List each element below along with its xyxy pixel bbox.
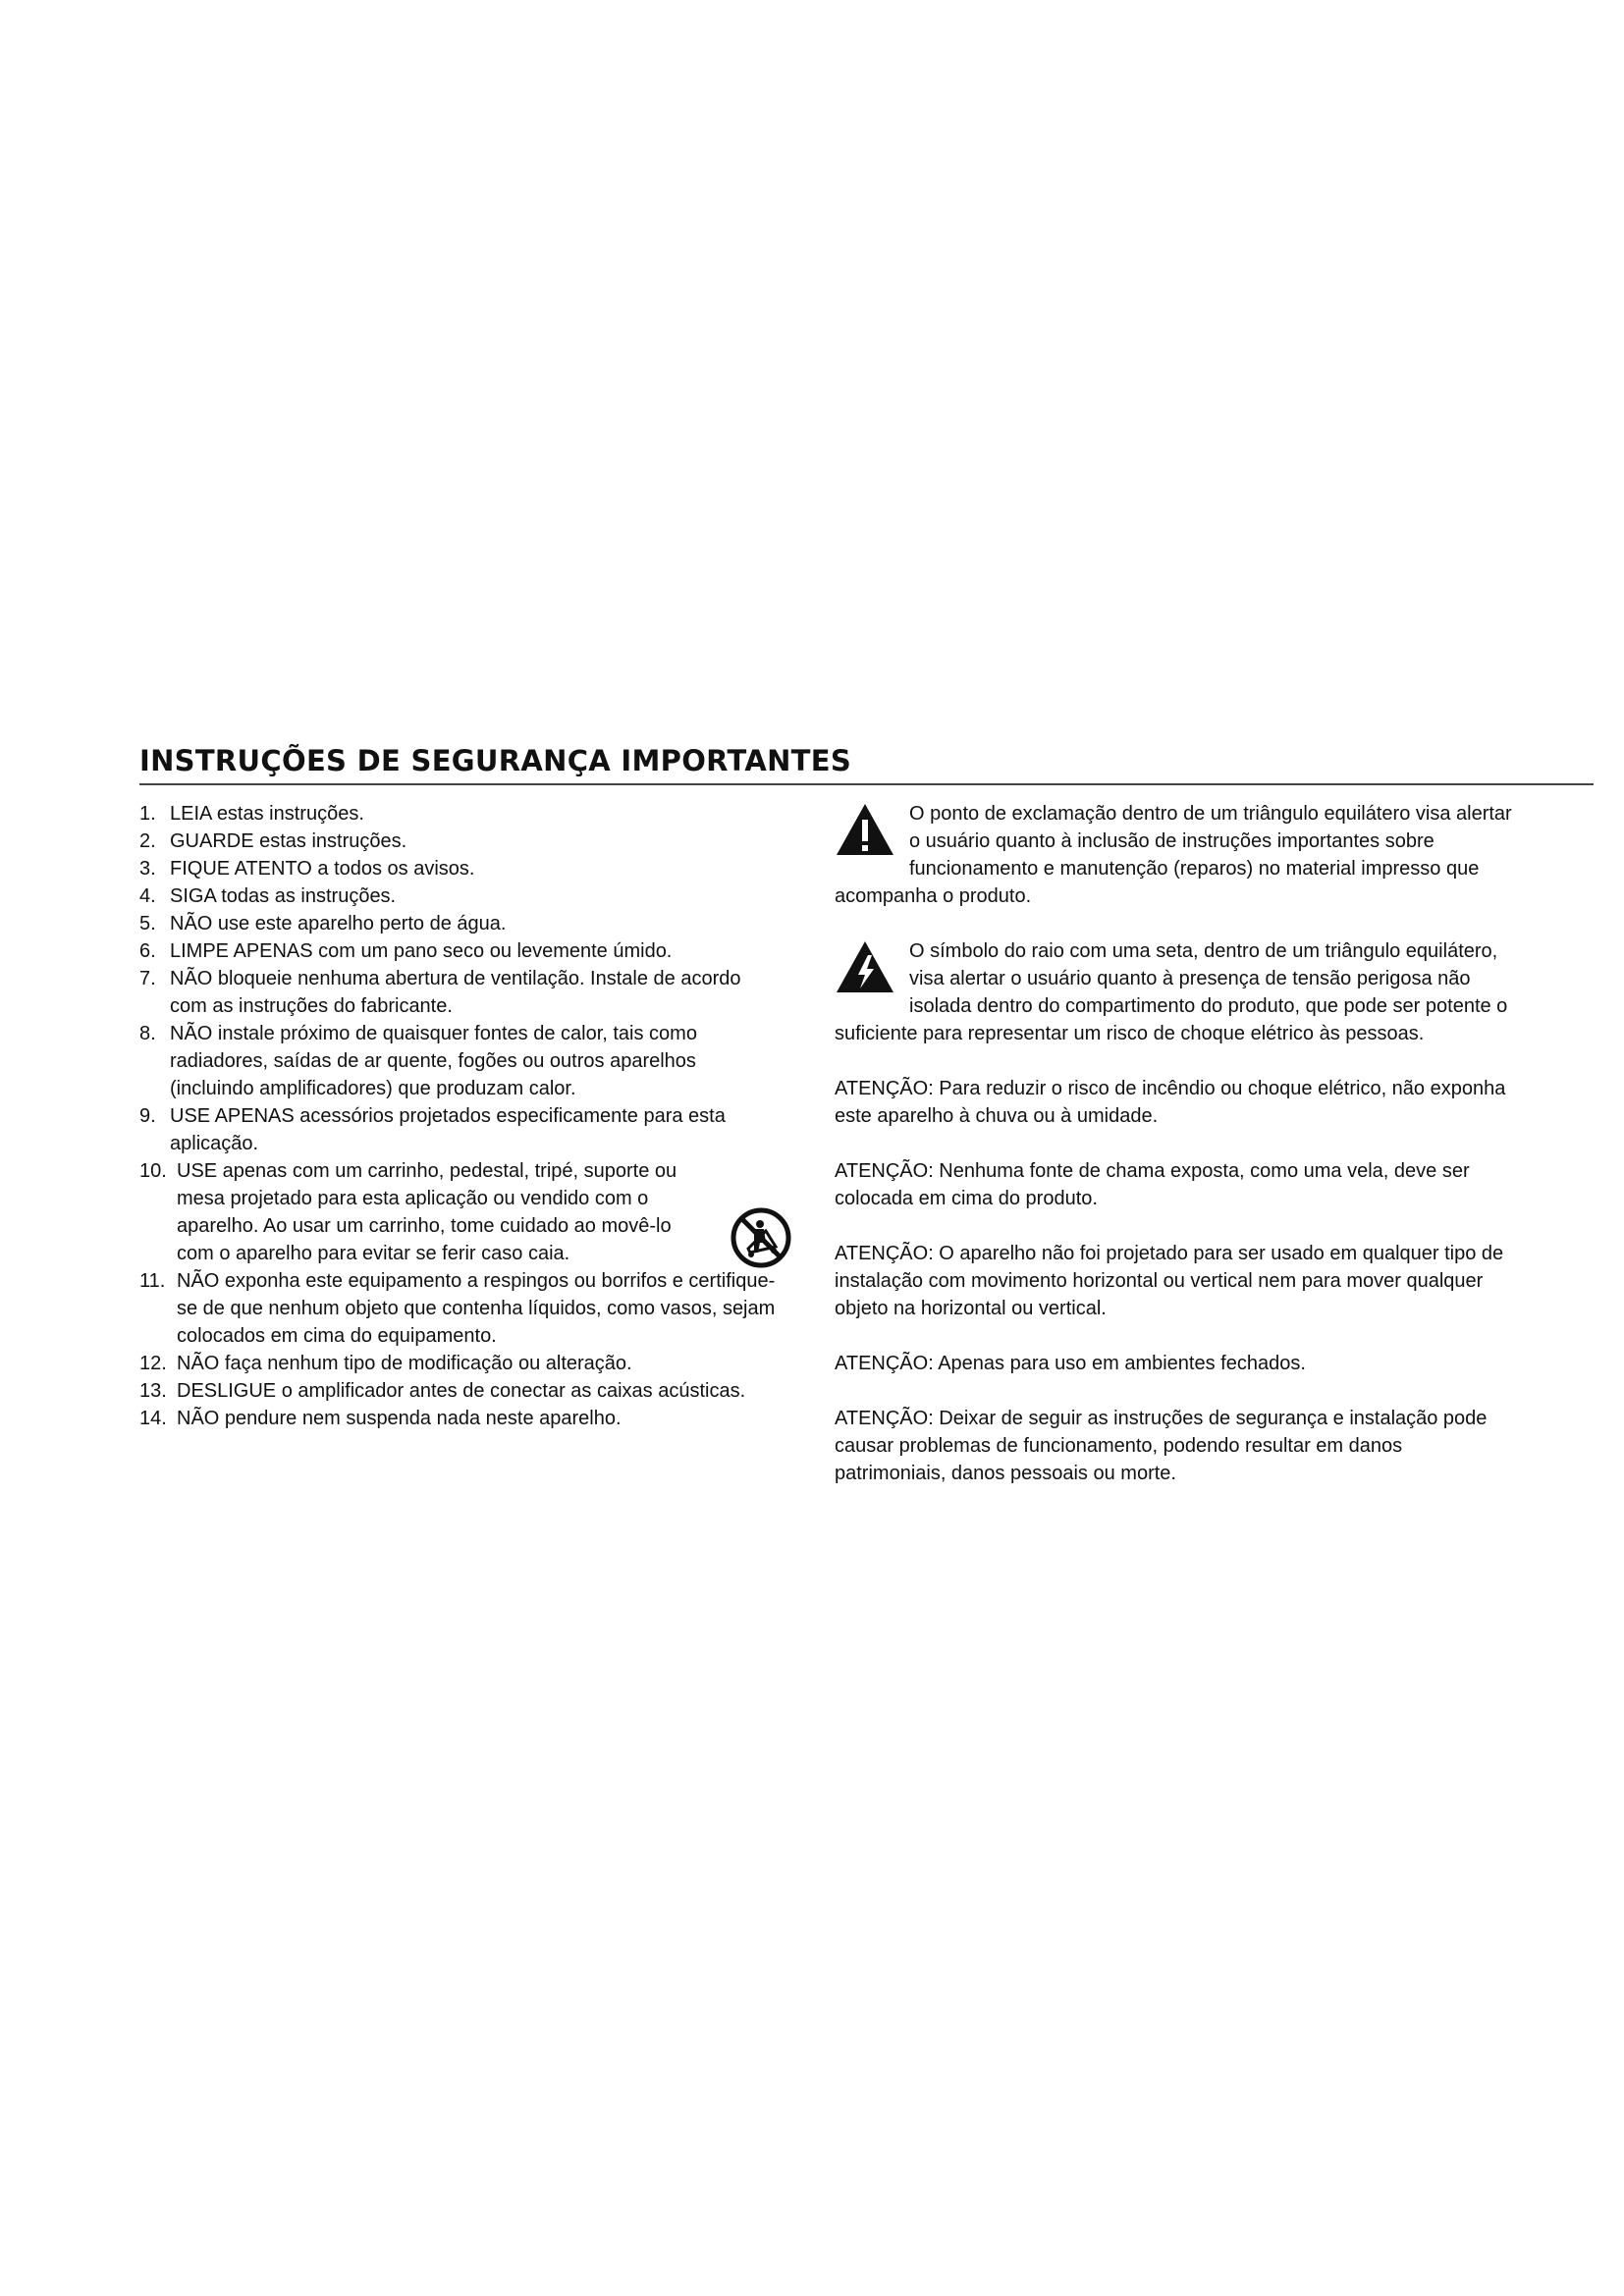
exclamation-symbol-note	[835, 800, 1512, 910]
caution-note: ATENÇÃO: Apenas para uso em ambientes fechados.	[835, 1353, 1306, 1374]
list-item	[139, 910, 778, 937]
item-number: 6.	[139, 940, 156, 962]
item-text: USE apenas com um carrinho, pedestal, tripé, suporte ou mesa projetado para esta aplicação ou vendido com o aparelho. Ao usar um carrinho, tome cuidado ao movê-lo com o aparelho para evitar se ferir caso caia.	[177, 1160, 677, 1264]
item-number: 1.	[139, 803, 156, 825]
item-number: 10.	[139, 1160, 167, 1182]
list-item	[139, 828, 778, 855]
list-item	[139, 1350, 778, 1377]
caution-note: ATENÇÃO: Nenhuma fonte de chama exposta, como uma vela, deve ser colocada em cima do produto.	[835, 1160, 1470, 1209]
exclamation-symbol-text: O ponto de exclamação dentro de um triângulo equilátero visa alertar o usuário quanto à inclusão de instruções importantes sobre funcionamento e manutenção (reparos) no material impresso que acompanha o produto.	[835, 803, 1512, 907]
list-item	[139, 882, 778, 910]
item-text: FIQUE ATENTO a todos os avisos.	[170, 858, 475, 880]
item-text: NÃO bloqueie nenhuma abertura de ventilação. Instale de acordo com as instruções do fabricante.	[170, 968, 741, 1017]
item-number: 8.	[139, 1023, 156, 1044]
item-number: 5.	[139, 913, 156, 934]
item-text: DESLIGUE o amplificador antes de conectar as caixas acústicas.	[177, 1380, 746, 1402]
list-item	[139, 965, 778, 1020]
cart-tipover-warning-icon	[731, 1207, 791, 1268]
item-number: 7.	[139, 968, 156, 989]
item-text: LIMPE APENAS com um pano seco ou levemente úmido.	[170, 940, 673, 962]
list-item	[139, 855, 778, 882]
warning-triangle-exclamation-icon	[835, 802, 895, 857]
instructions-list	[139, 800, 778, 1432]
item-number: 9.	[139, 1105, 156, 1127]
item-text: GUARDE estas instruções.	[170, 830, 407, 852]
list-item	[139, 1020, 778, 1102]
electric-shock-triangle-icon	[835, 939, 895, 994]
list-item	[139, 1267, 778, 1350]
list-item	[139, 800, 778, 828]
item-text: LEIA estas instruções.	[170, 803, 364, 825]
list-item	[139, 1102, 778, 1157]
item-text: NÃO exponha este equipamento a respingos ou borrifos e certifique-se de que nenhum objeto que contenha líquidos, como vasos, sejam colocados em cima do equipamento.	[177, 1270, 776, 1347]
item-text: NÃO faça nenhum tipo de modificação ou alteração.	[177, 1353, 632, 1374]
list-item	[139, 1405, 778, 1432]
list-item	[139, 1157, 778, 1267]
caution-note: ATENÇÃO: Para reduzir o risco de incêndio ou choque elétrico, não exponha este aparelho à chuva ou à umidade.	[835, 1078, 1506, 1127]
list-item	[139, 1377, 778, 1405]
caution-note: ATENÇÃO: O aparelho não foi projetado para ser usado em qualquer tipo de instalação com movimento horizontal ou vertical nem para mover qualquer objeto na horizontal ou vertical.	[835, 1243, 1504, 1319]
lightning-symbol-note	[835, 937, 1512, 1047]
item-text: NÃO pendure nem suspenda nada neste aparelho.	[177, 1408, 622, 1429]
caution-note: ATENÇÃO: Deixar de seguir as instruções de segurança e instalação pode causar problemas de funcionamento, podendo resultar em danos patrimoniais, danos pessoais ou morte.	[835, 1408, 1488, 1484]
title-divider	[139, 783, 1594, 785]
item-text: NÃO use este aparelho perto de água.	[170, 913, 507, 934]
lightning-symbol-text: O símbolo do raio com uma seta, dentro de um triângulo equilátero, visa alertar o usuário quanto à presença de tensão perigosa não isolada dentro do compartimento do produto, que pode ser potente o suficiente para representar um risco de choque elétrico às pessoas.	[835, 940, 1508, 1044]
item-number: 3.	[139, 858, 156, 880]
item-number: 11.	[139, 1270, 166, 1292]
safety-notes	[835, 800, 1512, 1515]
page-title: INSTRUÇÕES DE SEGURANÇA IMPORTANTES	[139, 744, 852, 777]
item-text: USE APENAS acessórios projetados especificamente para esta aplicação.	[170, 1105, 726, 1154]
item-text: SIGA todas as instruções.	[170, 885, 397, 907]
item-text: NÃO instale próximo de quaisquer fontes de calor, tais como radiadores, saídas de ar quente, fogões ou outros aparelhos (incluindo amplificadores) que produzam calor.	[170, 1023, 697, 1099]
item-number: 14.	[139, 1408, 167, 1429]
list-item	[139, 937, 778, 965]
item-number: 12.	[139, 1353, 167, 1374]
item-number: 13.	[139, 1380, 167, 1402]
item-number: 2.	[139, 830, 156, 852]
item-number: 4.	[139, 885, 156, 907]
